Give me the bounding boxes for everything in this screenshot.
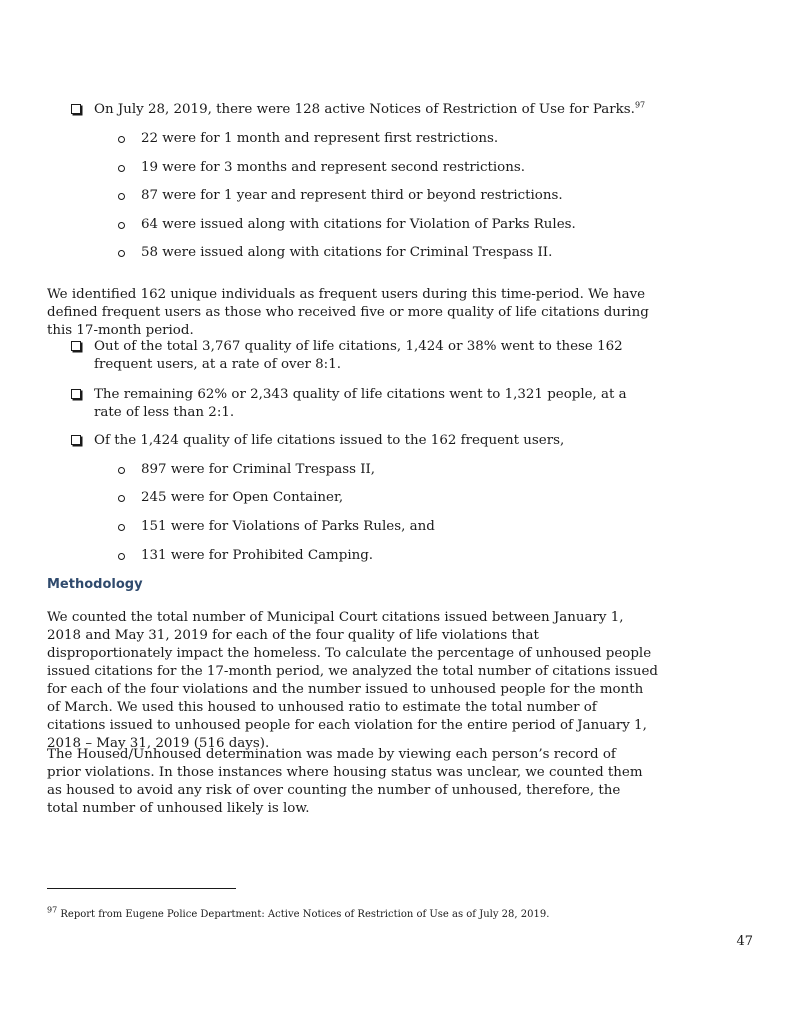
circle-bullet-icon (118, 165, 125, 172)
section-heading-methodology: Methodology (47, 577, 143, 592)
methodology-paragraph-2: The Housed/Unhoused determination was made by viewing each person’s record of prior violations. In those instances where housing status was unclear, we counted them as housed to avoid any risk of over counting the number of unhoused, therefore, the total number of unhoused likely is low. (47, 747, 643, 817)
bullet-text: On July 28, 2019, there were 128 active Notices of Restriction of Use for Parks. (94, 102, 635, 117)
footnote-number: 97 (47, 905, 58, 915)
bullet-frequent-share: Out of the total 3,767 quality of life citations, 1,424 or 38% went to these 162 frequent users, at a rate of over 8:1. (94, 339, 623, 372)
bullet-restriction-notices (94, 101, 645, 119)
list-item: 58 were issued along with citations for Criminal Trespass II. (141, 245, 553, 260)
circle-bullet-icon (118, 495, 125, 502)
frequent-users-paragraph: We identified 162 unique individuals as frequent users during this time-period. We have defined frequent users as those who received five or more quality of life citations during this 17-month period. (47, 287, 649, 339)
circle-bullet-icon (118, 553, 125, 560)
bullet-citation-breakdown: Of the 1,424 quality of life citations issued to the 162 frequent users, (94, 433, 565, 448)
square-bullet-icon (71, 435, 81, 445)
methodology-paragraph-1: We counted the total number of Municipal Court citations issued between January 1, 2018 and May 31, 2019 for each of the four quality of life violations that disproportionately impact the homeless. To calculate the percentage of unhoused people issued citations for the 17-month period, we analyzed the total number of citations issued for each of the four violations and the number issued to unhoused people for the month of March. We used this housed to unhoused ratio to estimate the total number of citations issued to unhoused people for each violation for the entire period of January 1, 2018 – May 31, 2019 (516 days). (47, 610, 658, 752)
bullet-remaining-share: The remaining 62% or 2,343 quality of life citations went to 1,321 people, at a rate of less than 2:1. (94, 387, 627, 420)
circle-bullet-icon (118, 467, 125, 474)
square-bullet-icon (71, 104, 81, 114)
list-item: 151 were for Violations of Parks Rules, and (141, 519, 435, 534)
footnote (47, 905, 550, 921)
list-item: 64 were issued along with citations for Violation of Parks Rules. (141, 217, 576, 232)
list-item: 87 were for 1 year and represent third or beyond restrictions. (141, 188, 563, 203)
footnote-ref: 97 (634, 100, 646, 110)
list-item: 22 were for 1 month and represent first restrictions. (141, 131, 499, 146)
list-item: 19 were for 3 months and represent second restrictions. (141, 160, 526, 175)
list-item: 897 were for Criminal Trespass II, (141, 462, 376, 477)
page-number: 47 (736, 934, 753, 949)
square-bullet-icon (71, 389, 81, 399)
list-item: 245 were for Open Container, (141, 490, 344, 505)
list-item: 131 were for Prohibited Camping. (141, 548, 374, 563)
circle-bullet-icon (118, 250, 125, 257)
circle-bullet-icon (118, 524, 125, 531)
circle-bullet-icon (118, 193, 125, 200)
circle-bullet-icon (118, 136, 125, 143)
circle-bullet-icon (118, 222, 125, 229)
footnote-divider (47, 888, 236, 889)
footnote-text: Report from Eugene Police Department: Active Notices of Restriction of Use as of July 28, 2019. (60, 909, 550, 920)
square-bullet-icon (71, 341, 81, 351)
